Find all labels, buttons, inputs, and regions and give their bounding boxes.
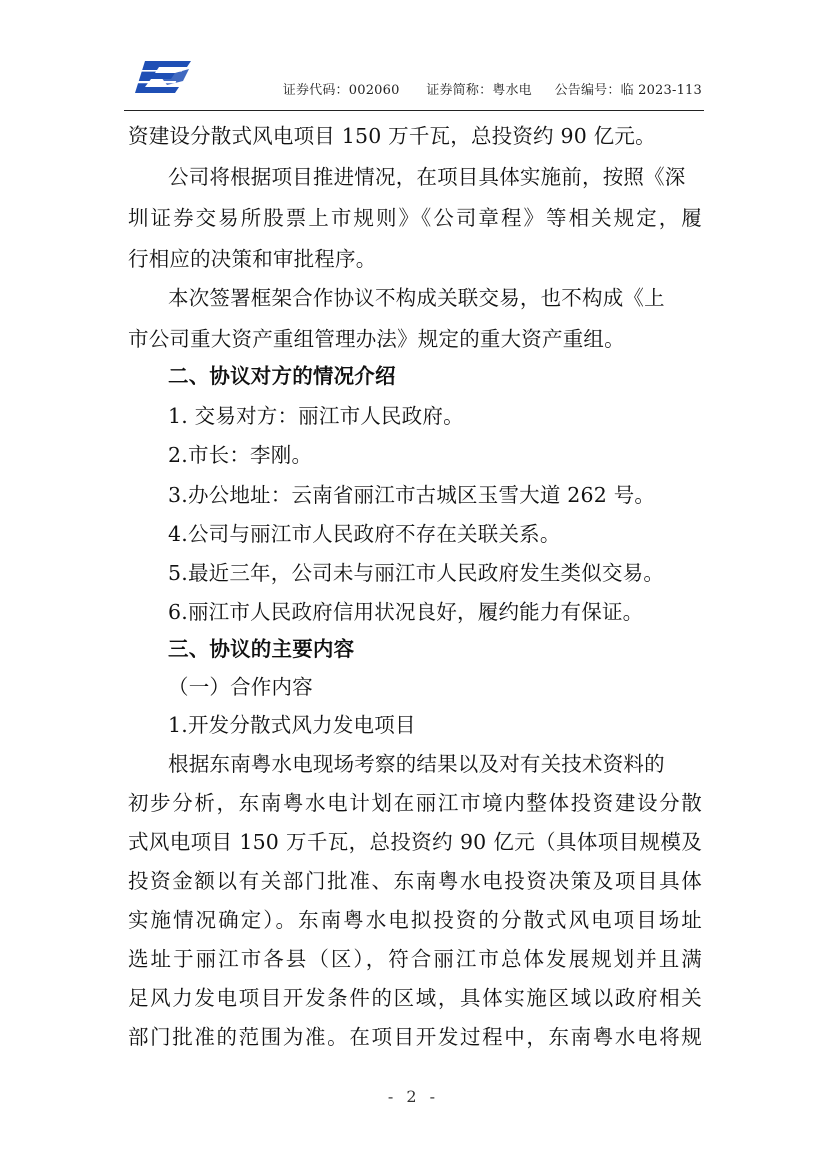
body-line: 2.市长：李刚。 — [168, 443, 313, 467]
body-line: 初步分析，东南粤水电计划在丽江市境内整体投资建设分散 — [128, 791, 702, 815]
body-line: 4.公司与丽江市人民政府不存在关联关系。 — [168, 522, 561, 546]
stock-name: 证券简称：粤水电 — [426, 83, 532, 98]
body-line: 行相应的决策和审批程序。 — [128, 247, 377, 271]
subsection-heading: （一）合作内容 — [168, 675, 313, 699]
body-line: 足风力发电项目开发条件的区域，具体实施区域以政府相关 — [128, 986, 702, 1010]
header-info — [283, 79, 702, 98]
body-line: 圳证券交易所股票上市规则》《公司章程》等相关规定，履 — [128, 206, 702, 230]
header-divider — [124, 110, 704, 111]
body-line: 5.最近三年，公司未与丽江市人民政府发生类似交易。 — [168, 561, 665, 585]
section-heading: 三、协议的主要内容 — [168, 637, 355, 661]
page-number: - 2 - — [387, 1087, 440, 1106]
body-line: 选址于丽江市各县（区），符合丽江市总体发展规划并且满 — [128, 947, 702, 971]
section-heading: 二、协议对方的情况介绍 — [168, 364, 396, 388]
body-line: 投资金额以有关部门批准、东南粤水电投资决策及项目具体 — [128, 869, 702, 893]
company-logo-icon — [131, 57, 193, 99]
body-line: 1.开发分散式风力发电项目 — [168, 713, 416, 737]
body-line: 市公司重大资产重组管理办法》规定的重大资产重组。 — [128, 327, 625, 351]
stock-code: 证券代码：002060 — [282, 83, 400, 98]
body-line: 3.办公地址：云南省丽江市古城区玉雪大道 262 号。 — [168, 483, 656, 507]
body-line: 本次签署框架合作协议不构成关联交易，也不构成《上 — [168, 286, 665, 310]
body-line: 6.丽江市人民政府信用状况良好，履约能力有保证。 — [168, 600, 644, 624]
body-line: 式风电项目 150 万千瓦，总投资约 90 亿元（具体项目规模及 — [128, 830, 702, 854]
announcement-number: 公告编号：临 2023-113 — [554, 83, 702, 98]
body-line: 实施情况确定）。东南粤水电拟投资的分散式风电项目场址 — [128, 908, 702, 932]
body-line: 1. 交易对方：丽江市人民政府。 — [168, 404, 464, 428]
body-line: 公司将根据项目推进情况，在项目具体实施前，按照《深 — [168, 165, 686, 189]
body-line: 资建设分散式风电项目 150 万千瓦，总投资约 90 亿元。 — [128, 124, 656, 148]
body-line: 根据东南粤水电现场考察的结果以及对有关技术资料的 — [168, 752, 665, 776]
body-line: 部门批准的范围为准。在项目开发过程中，东南粤水电将规 — [128, 1025, 702, 1049]
